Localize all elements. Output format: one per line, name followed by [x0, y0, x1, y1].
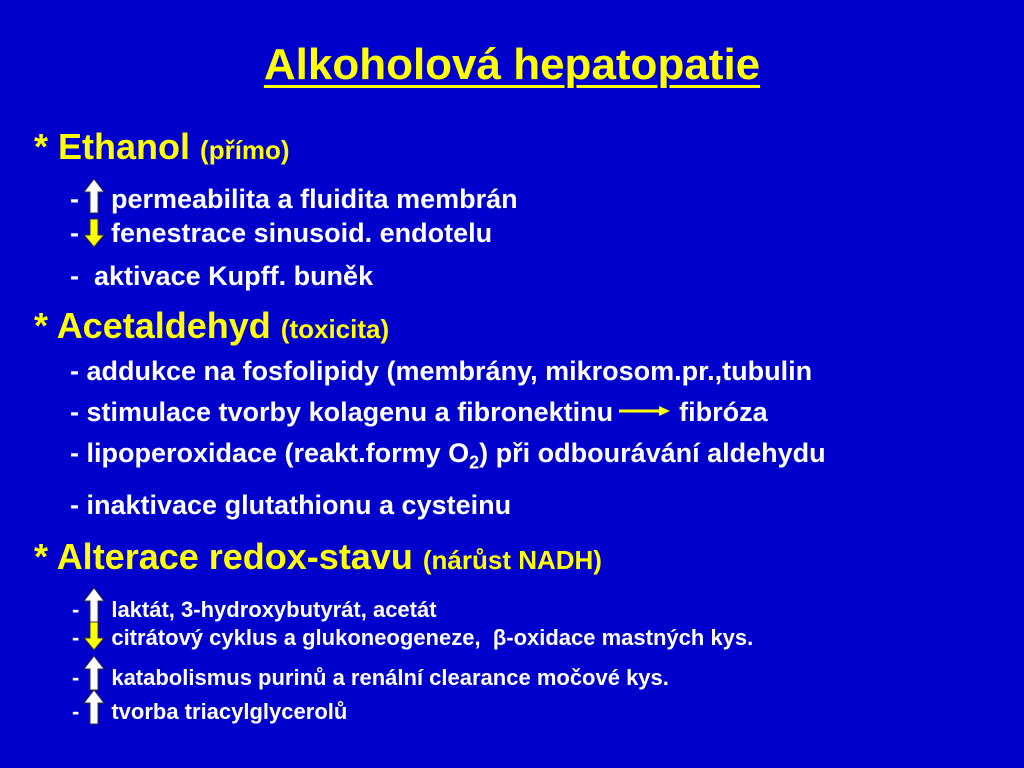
list-item: - citrátový cyklus a glukoneogeneze, β-oxidace mastných kys. [72, 621, 753, 651]
list-item: - fenestrace sinusoid. endotelu [70, 218, 493, 248]
arrow-up-icon [83, 655, 105, 691]
list-item: - permeabilita a fluidita membrán [70, 178, 518, 215]
bullet-star: * [34, 305, 49, 346]
list-item: - inaktivace glutathionu a cysteinu [70, 490, 512, 520]
list-item: - aktivace Kupff. buněk [70, 261, 374, 291]
heading-redox-note: (nárůst NADH) [422, 545, 602, 575]
heading-ethanol [34, 126, 290, 168]
list-item: - katabolismus purinů a renální clearance močové kys. [72, 655, 669, 691]
arrow-down-icon [83, 621, 105, 651]
heading-ethanol-note: (přímo) [200, 135, 290, 165]
heading-acetaldehyd-label: Acetaldehyd [56, 305, 271, 346]
list-item: - lipoperoxidace (reakt.formy $O_2$) při odbourávání aldehydu [70, 438, 826, 473]
heading-acetaldehyd [34, 305, 389, 347]
list-item: - stimulace tvorby kolagenu a fibronektinu fibróza [70, 397, 768, 427]
bullet-star: * [34, 536, 49, 577]
heading-acetaldehyd-note: (toxicita) [280, 314, 390, 344]
arrow-down-icon [83, 218, 105, 248]
list-item: - laktát, 3-hydroxybutyrát, acetát [72, 587, 437, 623]
list-item: - tvorba triacylglycerolů [72, 689, 347, 725]
arrow-up-icon [83, 689, 105, 725]
arrow-right-icon [617, 405, 671, 417]
bullet-star: * [34, 126, 49, 167]
page-title: Alkoholová hepatopatie [263, 40, 761, 89]
arrow-up-icon [83, 178, 105, 214]
arrow-up-icon [83, 587, 105, 623]
list-item: - addukce na fosfolipidy (membrány, mikrosom.pr.,tubulin [70, 356, 813, 386]
heading-redox [34, 536, 602, 578]
heading-redox-label: Alterace redox-stavu [56, 536, 413, 577]
heading-ethanol-label: Ethanol [58, 126, 191, 167]
